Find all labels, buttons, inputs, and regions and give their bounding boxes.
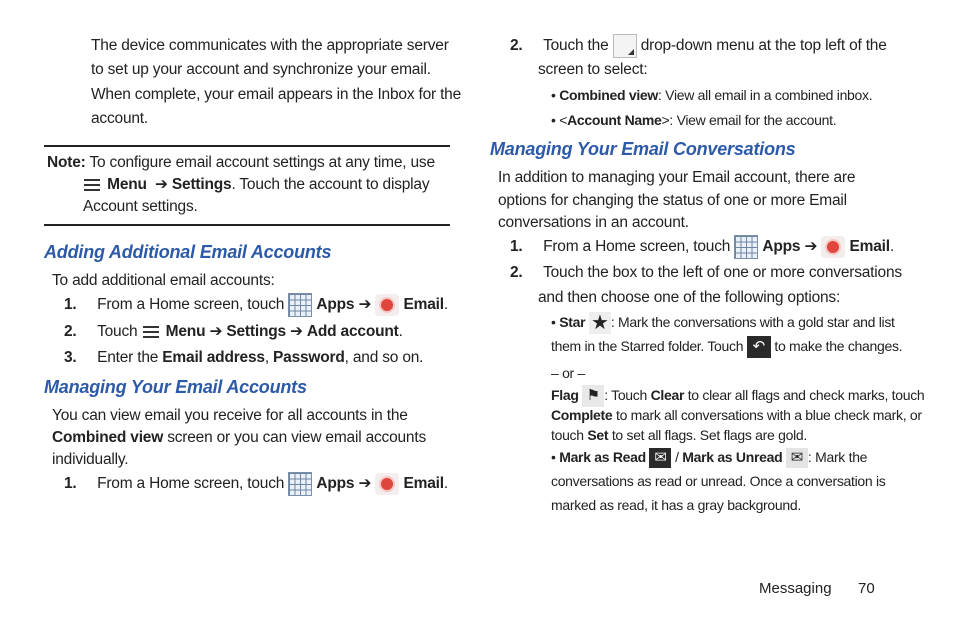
add-account-label: Add account xyxy=(306,323,399,340)
manage-line-3: individually. xyxy=(52,451,129,468)
conv-step-1 xyxy=(510,235,894,259)
password-label: Password xyxy=(273,349,345,366)
mail-read-icon: ✉ xyxy=(649,448,671,468)
flag-touch: : Touch xyxy=(604,387,647,403)
managing-step-1 xyxy=(64,472,448,496)
or-separator: – or – xyxy=(551,365,585,381)
step-number: 1. xyxy=(510,238,523,256)
dropdown-step-2-line-2: screen to select: xyxy=(538,61,648,78)
step-text: Touch the xyxy=(543,37,609,55)
dropdown-icon xyxy=(613,34,637,58)
adding-step-1 xyxy=(64,293,448,317)
intro-line-3: When complete, your email appears in the Inbox for the xyxy=(91,86,462,103)
arrow: ➔ xyxy=(209,323,223,340)
email-label: Email xyxy=(403,475,444,493)
back-icon: ↶ xyxy=(747,336,771,358)
note-label: Note: xyxy=(47,154,86,171)
bullet-combined-view xyxy=(551,84,872,106)
step-rest: drop-down menu at the top left of the xyxy=(640,37,887,55)
step-number: 2. xyxy=(510,264,523,281)
apps-grid-icon xyxy=(734,235,758,259)
email-address-label: Email address xyxy=(162,349,265,366)
star-icon: ★ xyxy=(589,312,611,334)
step-text: Touch the box to the left of one or more conversations xyxy=(543,264,902,281)
flag-icon: ⚑ xyxy=(582,385,604,407)
apps-grid-icon xyxy=(288,293,312,317)
heading-managing-conversations: Managing Your Email Conversations xyxy=(490,139,796,159)
apps-label: Apps xyxy=(316,296,355,314)
intro-line-1: The device communicates with the appropriate server xyxy=(91,37,449,54)
step-text: From a Home screen, touch xyxy=(97,475,285,493)
clear-label: Clear xyxy=(650,387,685,403)
manage-line-2-rest: screen or you can view email accounts xyxy=(163,429,427,446)
step-number: 1. xyxy=(64,475,77,493)
dropdown-step-2 xyxy=(510,34,887,58)
star-line-2 xyxy=(551,335,902,358)
note-text-2: . Touch the account to display xyxy=(231,176,430,193)
menu-icon xyxy=(142,324,162,340)
manage-line-1: You can view email you receive for all accounts in the xyxy=(52,407,408,424)
bullet: • xyxy=(551,314,556,330)
flag-text-2: to mark all conversations with a blue check mark, or xyxy=(615,407,922,423)
flag-line-2 xyxy=(551,404,922,426)
angle-open: < xyxy=(559,112,568,128)
bullet: • xyxy=(551,87,556,103)
period: . xyxy=(889,238,894,256)
footer-section: Messaging xyxy=(759,580,832,597)
step-number: 2. xyxy=(64,323,77,340)
bullet: • xyxy=(551,112,556,128)
menu-icon xyxy=(83,177,103,193)
step-rest: , and so on. xyxy=(344,349,424,366)
note-settings: Settings xyxy=(171,176,232,193)
note-arrow: ➔ xyxy=(155,176,168,193)
note-text-1: To configure email account settings at any time, use xyxy=(89,154,435,171)
arrow: ➔ xyxy=(358,296,372,314)
bullet-account-name xyxy=(551,109,836,131)
conv-line-1: In addition to managing your Email account, there are xyxy=(498,169,856,186)
note-top-rule xyxy=(44,145,450,147)
flag-label: Flag xyxy=(551,387,579,403)
step-number: 2. xyxy=(510,37,523,55)
heading-adding-accounts: Adding Additional Email Accounts xyxy=(44,242,332,262)
bullet-mark-read xyxy=(551,446,867,468)
heading-managing-accounts: Managing Your Email Accounts xyxy=(44,377,307,397)
step-number: 3. xyxy=(64,349,77,366)
period: . xyxy=(398,323,403,340)
bullet-text: : View all email in a combined inbox. xyxy=(658,87,873,103)
period: . xyxy=(443,475,448,493)
adding-step-3 xyxy=(64,346,423,370)
note-line-2 xyxy=(83,173,429,197)
complete-label: Complete xyxy=(551,407,613,423)
email-app-icon xyxy=(375,294,399,316)
bullet-star xyxy=(551,311,895,334)
slash: / xyxy=(675,449,679,465)
mail-unread-icon: ✉ xyxy=(786,448,808,468)
apps-label: Apps xyxy=(316,475,355,493)
mark-as-read-label: Mark as Read xyxy=(559,449,646,465)
combined-view-label: Combined view xyxy=(52,429,164,446)
bullet-text: >: View email for the account. xyxy=(661,112,837,128)
read-text-1: : Mark the xyxy=(807,449,868,465)
read-line-3: marked as read, it has a gray background. xyxy=(551,497,801,513)
email-label: Email xyxy=(849,238,890,256)
flag-line-3 xyxy=(551,424,807,446)
period: . xyxy=(443,296,448,314)
intro-line-2: to set up your account and synchronize your email. xyxy=(91,61,431,78)
apps-grid-icon xyxy=(288,472,312,496)
mark-as-unread-label: Mark as Unread xyxy=(682,449,783,465)
manage-line-2 xyxy=(52,426,426,450)
conv-line-2: options for changing the status of one or more Email xyxy=(498,192,847,209)
step-text: Enter the xyxy=(97,349,159,366)
settings-label: Settings xyxy=(226,323,286,340)
menu-label: Menu xyxy=(165,323,206,340)
note-bottom-rule xyxy=(44,224,450,226)
combined-view-label: Combined view xyxy=(559,87,658,103)
apps-label: Apps xyxy=(762,238,801,256)
account-name-label: Account Name xyxy=(567,112,662,128)
email-app-icon xyxy=(821,236,845,258)
adding-step-2 xyxy=(64,320,403,344)
flag-text-1: to clear all flags and check marks, touch xyxy=(687,387,925,403)
step-text: From a Home screen, touch xyxy=(543,238,731,256)
note-line-1 xyxy=(47,151,435,175)
step-text: From a Home screen, touch xyxy=(97,296,285,314)
read-line-2: conversations as read or unread. Once a conversation is xyxy=(551,473,886,489)
conv-step-2-line-2: and then choose one of the following options: xyxy=(538,289,841,306)
arrow: ➔ xyxy=(804,238,818,256)
note-menu: Menu xyxy=(107,176,147,193)
star-label: Star xyxy=(559,314,586,330)
flag-text-3: to set all flags. Set flags are gold. xyxy=(611,427,807,443)
step-number: 1. xyxy=(64,296,77,314)
step-touch: Touch xyxy=(97,323,138,340)
flag-touch-2: touch xyxy=(551,427,584,443)
comma: , xyxy=(264,349,269,366)
intro-line-4: account. xyxy=(91,110,148,127)
email-app-icon xyxy=(375,473,399,495)
page-number: 70 xyxy=(858,580,875,597)
note-line-3: Account settings. xyxy=(83,198,198,215)
star-text-2: them in the Starred folder. Touch xyxy=(551,338,744,354)
arrow: ➔ xyxy=(358,475,372,493)
bullet: • xyxy=(551,449,556,465)
arrow: ➔ xyxy=(290,323,303,340)
star-text-3: to make the changes. xyxy=(774,338,903,354)
email-label: Email xyxy=(403,296,444,314)
set-label: Set xyxy=(587,427,609,443)
star-text-1: : Mark the conversations with a gold star and list xyxy=(610,314,895,330)
conv-line-3: conversations in an account. xyxy=(498,214,689,231)
conv-step-2 xyxy=(510,261,902,285)
adding-intro: To add additional email accounts: xyxy=(52,272,275,289)
